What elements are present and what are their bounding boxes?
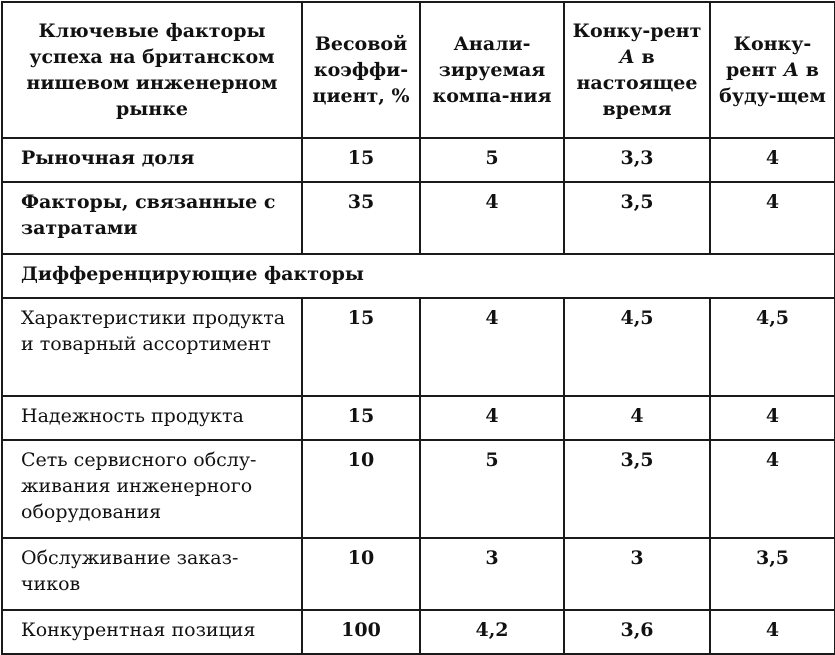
factor-cell: Обслуживание заказ-чиков [2,538,302,610]
competitor-now-cell: 4,5 [564,298,710,396]
factor-cell: Рыночная доля [2,138,302,182]
competitor-future-cell: 4,5 [710,298,835,396]
competitor-future-cell: 4 [710,396,835,440]
factor-cell: Характеристики продукта и товарный ассортимент [2,298,302,396]
table-row [2,396,835,440]
weight-cell: 15 [302,298,420,396]
success-factors-table [1,1,835,655]
factor-cell: Сеть сервисного обслу-живания инженерного оборудования [2,440,302,538]
weight-cell: 35 [302,182,420,254]
competitor-now-cell: 3,6 [564,610,710,654]
company-cell: 4 [420,298,564,396]
factor-cell: Факторы, связанные с затратами [2,182,302,254]
table-row [2,538,835,610]
competitor-now-cell: 3,5 [564,182,710,254]
competitor-future-cell: 3,5 [710,538,835,610]
weight-cell: 10 [302,538,420,610]
header-row [2,2,835,138]
factor-cell: Конкурентная позиция [2,610,302,654]
section-row [2,254,835,298]
factor-cell: Надежность продукта [2,396,302,440]
header-competitor-future [710,2,835,138]
company-cell: 4 [420,182,564,254]
table-row [2,440,835,538]
header-company: Анали-зируемая компа-ния [420,2,564,138]
table-row [2,182,835,254]
header-competitor-future-pre: Конку-рент [726,33,812,81]
competitor-future-cell: 4 [710,182,835,254]
competitor-now-cell: 3,5 [564,440,710,538]
header-competitor-future-letter: А [783,59,800,81]
company-cell: 4,2 [420,610,564,654]
competitor-now-cell: 4 [564,396,710,440]
company-cell: 3 [420,538,564,610]
weight-cell: 100 [302,610,420,654]
weight-cell: 15 [302,396,420,440]
header-factors: Ключевые факторы успеха на британском нишевом инженерном рынке [2,2,302,138]
weight-cell: 10 [302,440,420,538]
header-weight: Весовой коэффи-циент, % [302,2,420,138]
company-cell: 5 [420,138,564,182]
header-competitor-future-post: в буду-щем [719,59,826,107]
section-title: Дифференцирующие факторы [2,254,835,298]
table-row [2,138,835,182]
table-row [2,298,835,396]
header-competitor-now-letter: А [619,46,635,68]
competitor-future-cell: 4 [710,440,835,538]
weight-cell: 15 [302,138,420,182]
competitor-now-cell: 3 [564,538,710,610]
header-competitor-now [564,2,710,138]
company-cell: 4 [420,396,564,440]
competitor-future-cell: 4 [710,138,835,182]
company-cell: 5 [420,440,564,538]
competitor-future-cell: 4 [710,610,835,654]
header-competitor-now-post: в настоящее время [576,46,698,120]
competitor-now-cell: 3,3 [564,138,710,182]
total-row [2,610,835,654]
header-competitor-now-pre: Конку-рент [572,20,702,42]
